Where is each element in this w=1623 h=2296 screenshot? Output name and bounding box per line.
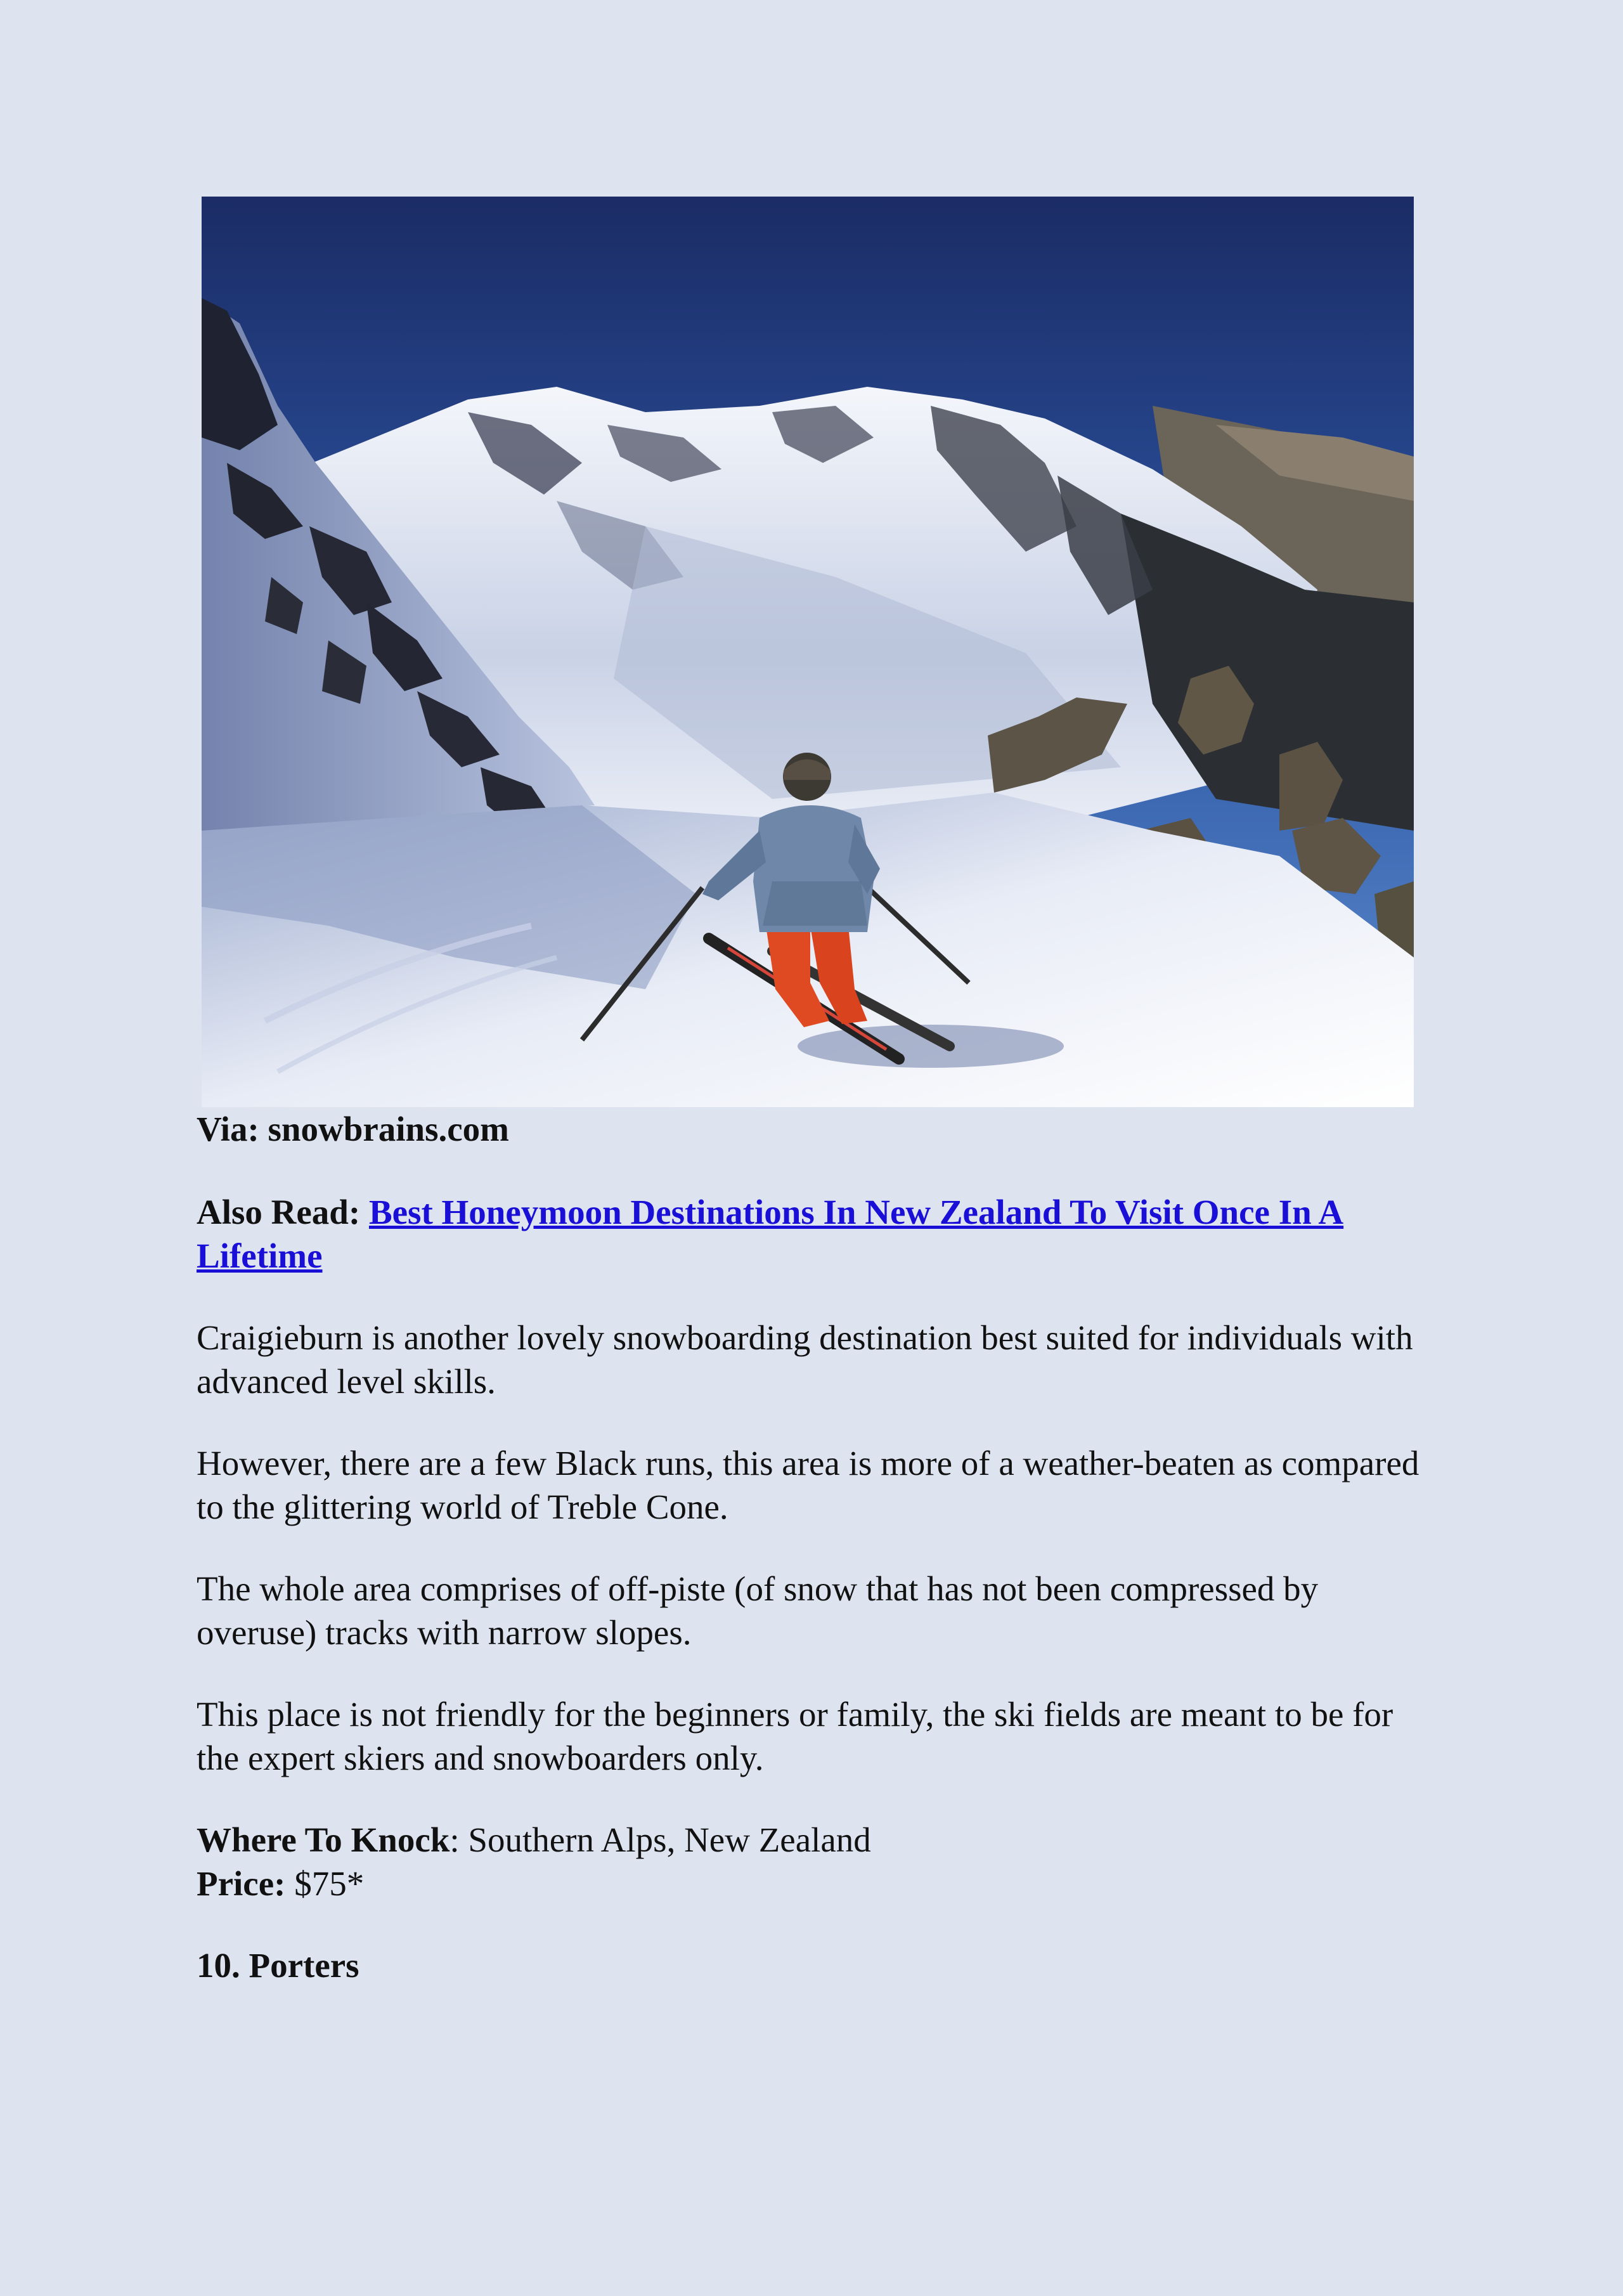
price-line [197, 1862, 1426, 1905]
price-value: $75* [285, 1864, 365, 1903]
price-label: Price: [197, 1864, 286, 1903]
also-read [197, 1190, 1426, 1278]
paragraph: This place is not friendly for the beginners or family, the ski fields are meant to be for the expert skiers and snowboarders only. [197, 1695, 1393, 1777]
paragraph: However, there are a few Black runs, this area is more of a weather-beaten as compared to the glittering world of Treble Cone. [197, 1444, 1419, 1526]
ski-photo [202, 197, 1414, 1107]
paragraph: The whole area comprises of off-piste (of snow that has not been compressed by overuse) tracks with narrow slopes. [197, 1569, 1319, 1652]
section-heading: 10. Porters [197, 1946, 359, 1985]
where-label: Where To Knock [197, 1820, 450, 1859]
where-value: : Southern Alps, New Zealand [449, 1820, 871, 1859]
paragraph: Craigieburn is another lovely snowboarding destination best suited for individuals with advanced level skills. [197, 1318, 1413, 1401]
also-read-link[interactable]: Best Honeymoon Destinations In New Zealand To Visit Once In A Lifetime [197, 1193, 1344, 1275]
also-read-label: Also Read: [197, 1193, 361, 1231]
photo-caption: Via: snowbrains.com [197, 1110, 509, 1148]
location-line [197, 1818, 1426, 1862]
